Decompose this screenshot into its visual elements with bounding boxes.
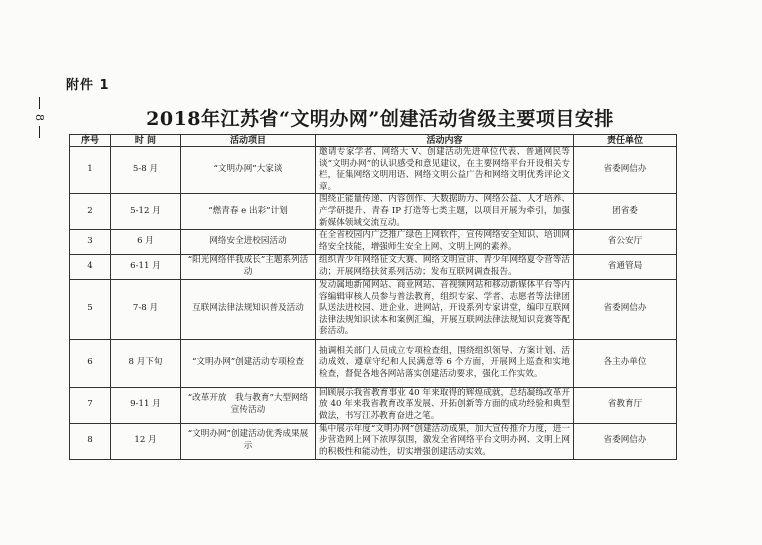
- row-time: 9-11 月: [111, 387, 181, 423]
- row-unit: 省委网信办: [574, 279, 677, 339]
- row-time: 5-8 月: [111, 147, 181, 194]
- header-no: 序号: [70, 135, 111, 147]
- row-project: “改革开放 我与教育”大型网络宣传活动: [181, 387, 316, 423]
- page-number: [33, 97, 46, 138]
- row-project: “文明办网”创建活动专项检查: [181, 339, 316, 387]
- row-content: 围绕正能量传递、内容创作、大数据助力、网络公益、人才培养、产学研提升、青春 IP 打造等七类主题，以项目开展为牵引，加强新媒体领域交流互动。: [316, 194, 574, 230]
- page-number-dash-top: [39, 97, 40, 109]
- row-time: 7-8 月: [111, 279, 181, 339]
- row-unit: 省公安厅: [574, 230, 677, 254]
- table-row: [70, 147, 677, 194]
- row-no: 3: [70, 230, 111, 254]
- table-row: [70, 387, 677, 423]
- row-time: 6-11 月: [111, 254, 181, 279]
- row-content: 回顾展示我省教育事业 40 年来取得的辉煌成就，总结凝练改革开放 40 年来我省教育改革发展、开拓创新等方面的成功经验和典型做法，书写江苏教育奋进之笔。: [316, 387, 574, 423]
- header-project: 活动项目: [181, 135, 316, 147]
- row-no: 5: [70, 279, 111, 339]
- table-row: [70, 194, 677, 230]
- schedule-table: [69, 134, 677, 460]
- row-content: 抽调相关部门人员成立专项检查组，围绕组织领导、方案计划、活动成效、遵章守纪和人民满意等 6 个方面，开展网上巡查和实地检查，督促各地各网站落实创建活动要求，强化工作实效。: [316, 339, 574, 387]
- page-number-dash-bottom: [39, 126, 40, 138]
- row-content: 邀请专家学者、网络大 V、创建活动先进单位代表、普通网民等谈“文明办网”的认识感受和意见建议，在主要网络平台开设相关专栏，征集网络文明用语、网络文明公益广告和网络文明优秀评论文章。: [316, 147, 574, 194]
- row-project: “燃青春 e 出彩”计划: [181, 194, 316, 230]
- table-row: [70, 230, 677, 254]
- row-no: 1: [70, 147, 111, 194]
- row-time: 6 月: [111, 230, 181, 254]
- row-unit: 省教育厅: [574, 387, 677, 423]
- row-no: 6: [70, 339, 111, 387]
- table-header-row: [70, 135, 677, 147]
- page-number-text: 8: [33, 114, 46, 121]
- row-unit: 省通管局: [574, 254, 677, 279]
- table-row: [70, 423, 677, 459]
- row-no: 7: [70, 387, 111, 423]
- row-content: 组织青少年网络征文大赛、网络文明宣讲、青少年网络夏令营等活动；开展网络扶贫系列活动；发布互联网调查报告。: [316, 254, 574, 279]
- row-content: 发动属地新闻网站、商业网站、音视频网站和移动新媒体平台等内容编辑审核人员参与普法教育，组织专家、学者、志愿者等法律团队送法进校园、进企业、进网站，开设系列专家讲堂，编印互联网法律法规知识读本和案例汇编，开展互联网法律法规知识竞赛等配套活动。: [316, 279, 574, 339]
- row-project: “阳光网络伴我成长”主题系列活动: [181, 254, 316, 279]
- table-row: [70, 339, 677, 387]
- row-time: 5-12 月: [111, 194, 181, 230]
- row-unit: 省委网信办: [574, 147, 677, 194]
- attachment-label: 附件 1: [66, 78, 110, 93]
- row-unit: 团省委: [574, 194, 677, 230]
- row-unit: 省委网信办: [574, 423, 677, 459]
- row-content: 在全省校园内广泛推广绿色上网软件，宣传网络安全知识、培训网络安全技能，增强师生安全上网、文明上网的素养。: [316, 230, 574, 254]
- header-content: 活动内容: [316, 135, 574, 147]
- row-project: “文明办网”创建活动优秀成果展示: [181, 423, 316, 459]
- row-content: 集中展示年度“文明办网”创建活动成果，加大宣传推介力度，进一步营造网上网下浓厚氛围，激发全省网络平台文明办网、文明上网的积极性和能动性，切实增强创建活动实效。: [316, 423, 574, 459]
- row-no: 8: [70, 423, 111, 459]
- row-project: “文明办网”大家谈: [181, 147, 316, 194]
- row-project: 网络安全进校园活动: [181, 230, 316, 254]
- header-time: 时 间: [111, 135, 181, 147]
- document-title: 2018年江苏省“文明办网”创建活动省级主要项目安排: [146, 108, 614, 130]
- header-unit: 责任单位: [574, 135, 677, 147]
- row-time: 8 月下旬: [111, 339, 181, 387]
- row-time: 12 月: [111, 423, 181, 459]
- table-row: [70, 279, 677, 339]
- row-no: 2: [70, 194, 111, 230]
- row-project: 互联网法律法规知识普及活动: [181, 279, 316, 339]
- row-no: 4: [70, 254, 111, 279]
- table-row: [70, 254, 677, 279]
- row-unit: 各主办单位: [574, 339, 677, 387]
